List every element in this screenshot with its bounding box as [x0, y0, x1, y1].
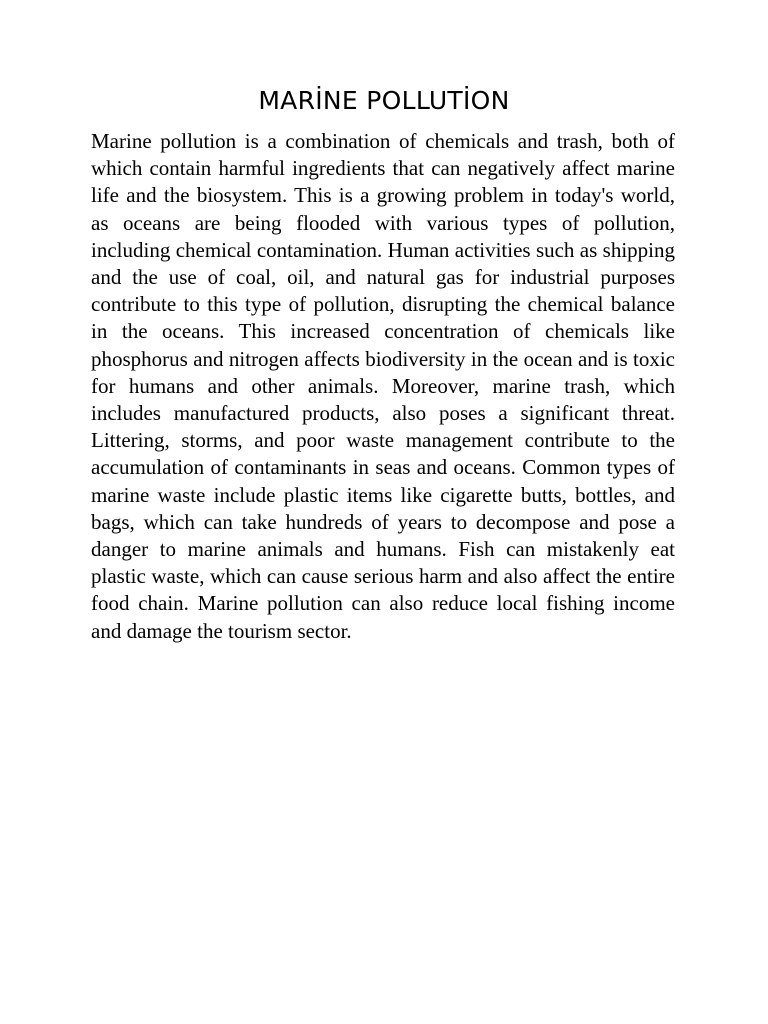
body-paragraph: Marine pollution is a combination of chemicals and trash, both of which contain harmful ingredients that can negatively affect marine life and the biosystem. This is a growing problem in today's world, as oceans are being flooded with various types of pollution, including chemical contamination. Human activities such as shipping and the use of coal, oil, and natural gas for industrial purposes contribute to this type of pollution, disrupting the chemical balance in the oceans. This increased concentration of chemicals like phosphorus and nitrogen affects biodiversity in the ocean and is toxic for humans and other animals. Moreover, marine trash, which includes manufactured products, also poses a significant threat. Littering, storms, and poor waste management contribute to the accumulation of contaminants in seas and oceans. Common types of marine waste include plastic items like cigarette butts, bottles, and bags, which can take hundreds of years to decompose and pose a danger to marine animals and humans. Fish can mistakenly eat plastic waste, which can cause serious harm and also affect the entire food chain. Marine pollution can also reduce local fishing income and damage the tourism sector.: [91, 129, 675, 643]
document-title: MARİNE POLLUTİON: [258, 86, 510, 115]
